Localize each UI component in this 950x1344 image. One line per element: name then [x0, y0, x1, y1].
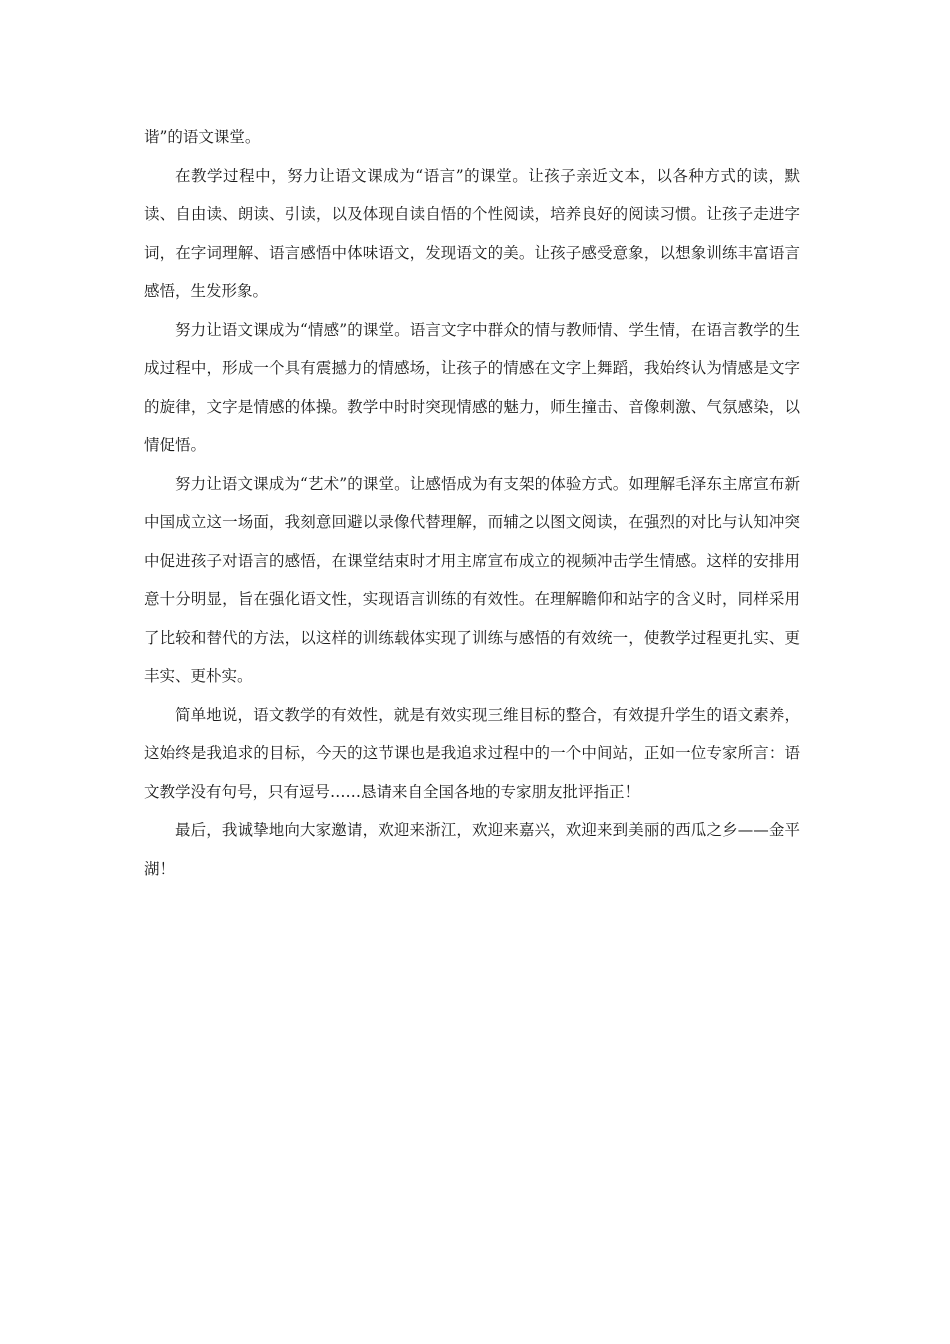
- paragraph-art-classroom: 努力让语文课成为“艺术”的课堂。让感悟成为有支架的体验方式。如理解毛泽东主席宣布新中国成立这一场面，我刻意回避以录像代替理解，而辅之以图文阅读，在强烈的对比与认知冲突中促进孩子对语言的感悟，在课堂结束时才用主席宣布成立的视频冲击学生情感。这样的安排用意十分明显，旨在强化语文性，实现语言训练的有效性。在理解瞻仰和站字的含义时，同样采用了比较和替代的方法，以这样的训练载体实现了训练与感悟的有效统一，使教学过程更扎实、更丰实、更朴实。: [144, 474, 800, 685]
- paragraph-effectiveness-summary: 简单地说，语文教学的有效性，就是有效实现三维目标的整合，有效提升学生的语文素养，这始终是我追求的目标，今天的这节课也是我追求过程中的一个中间站，正如一位专家所言：语文教学没有句号，只有逗号……恳请来自全国各地的专家朋友批评指正！: [144, 705, 800, 801]
- document-body: [144, 118, 800, 888]
- paragraph-continuation: 谐”的语文课堂。: [144, 128, 261, 146]
- paragraph-emotion-classroom: 努力让语文课成为“情感”的课堂。语言文字中群众的情与教师情、学生情，在语言教学的生成过程中，形成一个具有震撼力的情感场，让孩子的情感在文字上舞蹈，我始终认为情感是文字的旋律，文字是情感的体操。教学中时时突现情感的魅力，师生撞击、音像刺激、气氛感染，以情促悟。: [144, 320, 800, 454]
- paragraph-closing-invitation: 最后，我诚挚地向大家邀请，欢迎来浙江，欢迎来嘉兴，欢迎来到美丽的西瓜之乡——金平湖！: [144, 821, 800, 878]
- paragraph-language-classroom: 在教学过程中，努力让语文课成为“语言”的课堂。让孩子亲近文本，以各种方式的读，默读、自由读、朗读、引读，以及体现自读自悟的个性阅读，培养良好的阅读习惯。让孩子走进字词，在字词理解、语言感悟中体味语文，发现语文的美。让孩子感受意象，以想象训练丰富语言感悟，生发形象。: [144, 166, 800, 300]
